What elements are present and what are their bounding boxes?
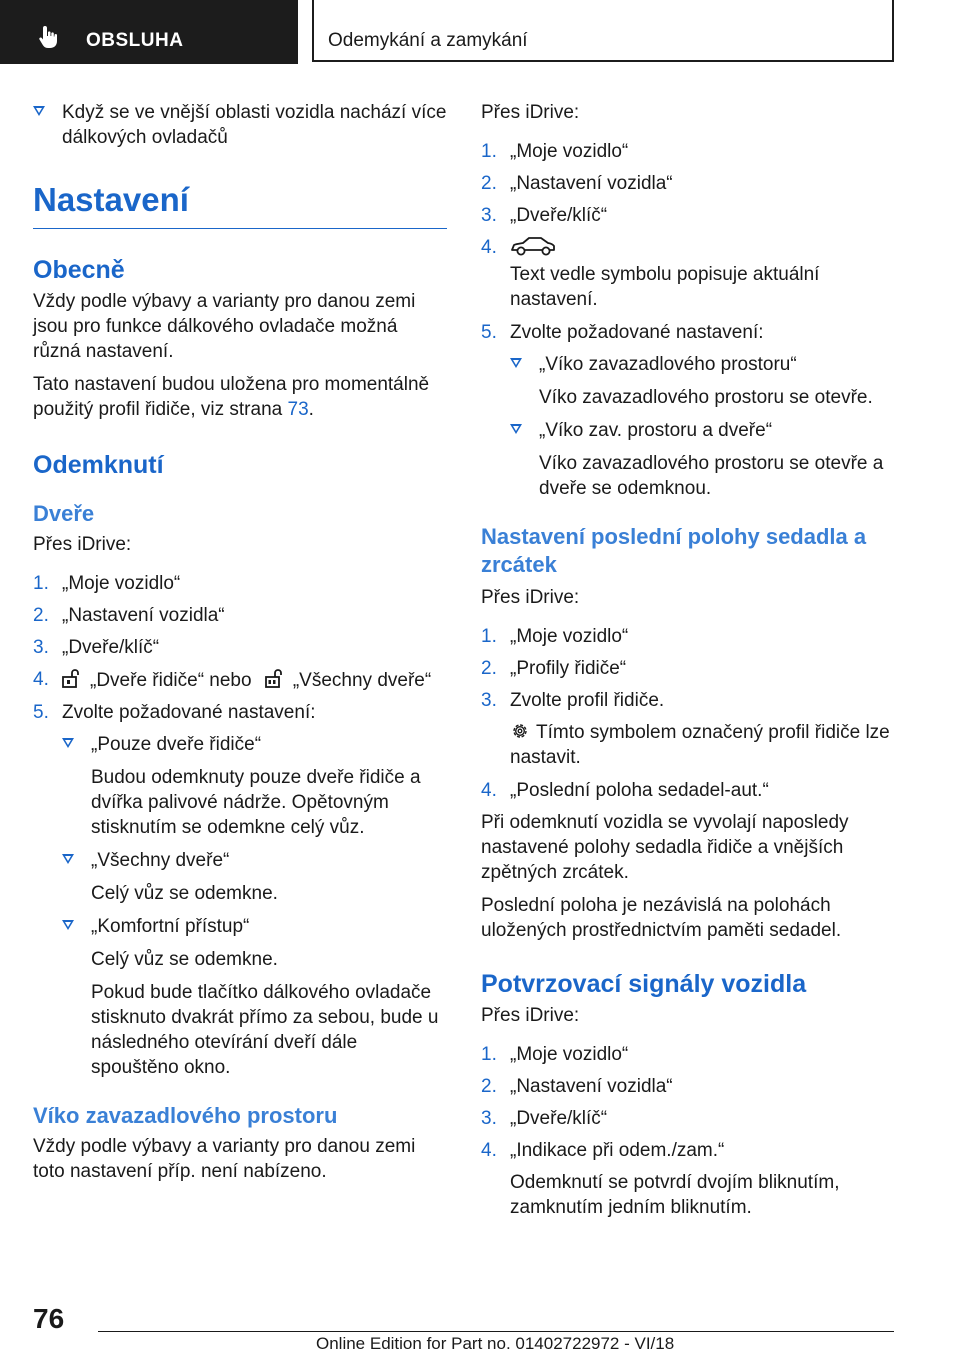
bullet-item: „Víko zav. prostoru a dveře“: [510, 418, 901, 443]
triangle-bullet-icon: [62, 920, 74, 930]
gear-icon: [510, 721, 530, 741]
option-description: Celý vůz se odemkne.: [91, 949, 278, 970]
heading-poloha: Nastavení poslední polohy sedadla a zrcátek: [481, 524, 867, 577]
list-item: 1. „Moje vozidlo“: [481, 141, 629, 162]
option-description: Budou odemknuty pouze dveře řidiče a dvířka palivové nádrže. Opětovným stisknutím se odemkne celý vůz.: [91, 767, 421, 838]
heading-signaly: Potvrzovací signály vozidla: [481, 970, 807, 998]
heading-nastaveni: Nastavení: [33, 180, 447, 229]
list-item: 3. „Dveře/klíč“: [33, 637, 160, 658]
list-item: 2. „Nastavení vozidla“: [481, 1076, 673, 1097]
triangle-bullet-icon: [62, 854, 74, 864]
paragraph: Tato nastavení budou uložena pro momentálně použitý profil řidiče, viz strana 73.: [33, 374, 430, 420]
bullet-item: „Komfortní přístup“: [62, 914, 447, 939]
chapter-title: Odemykání a zamykání: [328, 30, 528, 51]
option-description: Celý vůz se odemkne.: [91, 883, 278, 904]
list-item: 3. Zvolte profil řidiče.: [481, 690, 665, 711]
option-description: Víko zavazadlového prostoru se otevře a dveře se odemknou.: [539, 453, 884, 499]
list-item: 2. „Profily řidiče“: [481, 658, 627, 679]
list-item: 5. Zvolte požadované nastavení:: [33, 702, 316, 723]
paragraph: Přes iDrive:: [33, 534, 132, 555]
list-item: 4. „Dveře řidiče“ nebo „Všechny dveře“: [33, 669, 432, 691]
chapter-header: [312, 0, 894, 62]
list-item: 1. „Moje vozidlo“: [33, 573, 181, 594]
footer-edition: Online Edition for Part no. 01402722972 - VI/18: [316, 1334, 675, 1353]
list-item: 4.: [481, 235, 901, 260]
option-description: Víko zavazadlového prostoru se otevře.: [539, 387, 873, 408]
list-item: 4. „Indikace při odem./zam.“: [481, 1140, 725, 1161]
paragraph: Přes iDrive:: [481, 1005, 580, 1026]
right-column: [481, 100, 901, 1228]
bullet-item: „Pouze dveře řidiče“: [62, 732, 447, 757]
list-item: 1. „Moje vozidlo“: [481, 626, 629, 647]
car-icon: [510, 235, 556, 257]
list-item: 2. „Nastavení vozidla“: [481, 173, 673, 194]
paragraph: Při odemknutí vozidla se vyvolají naposledy nastavené polohy sedadla řidiče a vnějších zpětných zrcátek.: [481, 812, 849, 883]
page-link[interactable]: 73: [287, 399, 309, 420]
section-tab: [0, 0, 298, 64]
option-list: [510, 352, 901, 501]
step-description: Text vedle symbolu popisuje aktuální nastavení.: [510, 264, 820, 310]
bullet-item: „Všechny dveře“: [62, 848, 447, 873]
paragraph: Vždy podle výbavy a varianty pro danou zemi jsou pro funkce dálkového ovladače možná různá nastavení.: [33, 291, 416, 362]
footer-divider: [98, 1331, 894, 1332]
heading-dvere: Dveře: [33, 501, 95, 526]
list-item: 3. „Dveře/klíč“: [481, 1108, 608, 1129]
list-item: 5. Zvolte požadované nastavení:: [481, 322, 764, 343]
step-description: Odemknutí se potvrdí dvojím bliknutím, zamknutím jedním bliknutím.: [510, 1172, 840, 1218]
heading-odemknuti: Odemknutí: [33, 451, 164, 479]
unlock-all-doors-icon: [265, 667, 285, 689]
option-description: Pokud bude tlačítko dálkového ovladače stisknuto dvakrát přímo za sebou, bude u následného otevírání dveří dále spouštěno okno.: [91, 982, 439, 1078]
heading-viko: Víko zavazadlového prostoru: [33, 1103, 338, 1128]
list-item: 3. „Dveře/klíč“: [481, 205, 608, 226]
step-note: Tímto symbolem označený profil řidiče lze nastavit.: [510, 722, 890, 768]
hand-icon: [36, 24, 62, 50]
paragraph: Přes iDrive:: [481, 102, 580, 123]
list-item: 2. „Nastavení vozidla“: [33, 605, 225, 626]
heading-obecne: Obecně: [33, 256, 125, 284]
paragraph: Poslední poloha je nezávislá na polohách uložených prostřednictvím paměti sedadel.: [481, 895, 842, 941]
bullet-item: Když se ve vnější oblasti vozidla nachází více dálkových ovladačů: [33, 100, 447, 150]
bullet-item: „Víko zavazadlového prostoru“: [510, 352, 901, 377]
paragraph: Vždy podle výbavy a varianty pro danou zemi toto nastavení příp. není nabízeno.: [33, 1136, 416, 1182]
section-label: OBSLUHA: [86, 30, 184, 51]
list-item: 4. „Poslední poloha sedadel-aut.“: [481, 780, 769, 801]
triangle-bullet-icon: [510, 424, 522, 434]
left-column: [33, 100, 447, 1192]
page-number: 76: [33, 1303, 65, 1334]
triangle-bullet-icon: [510, 358, 522, 368]
triangle-bullet-icon: [62, 738, 74, 748]
paragraph: Přes iDrive:: [481, 587, 580, 608]
list-item: 1. „Moje vozidlo“: [481, 1044, 629, 1065]
unlock-driver-door-icon: [62, 667, 82, 689]
triangle-bullet-icon: [33, 106, 45, 116]
option-list: [62, 732, 447, 1080]
